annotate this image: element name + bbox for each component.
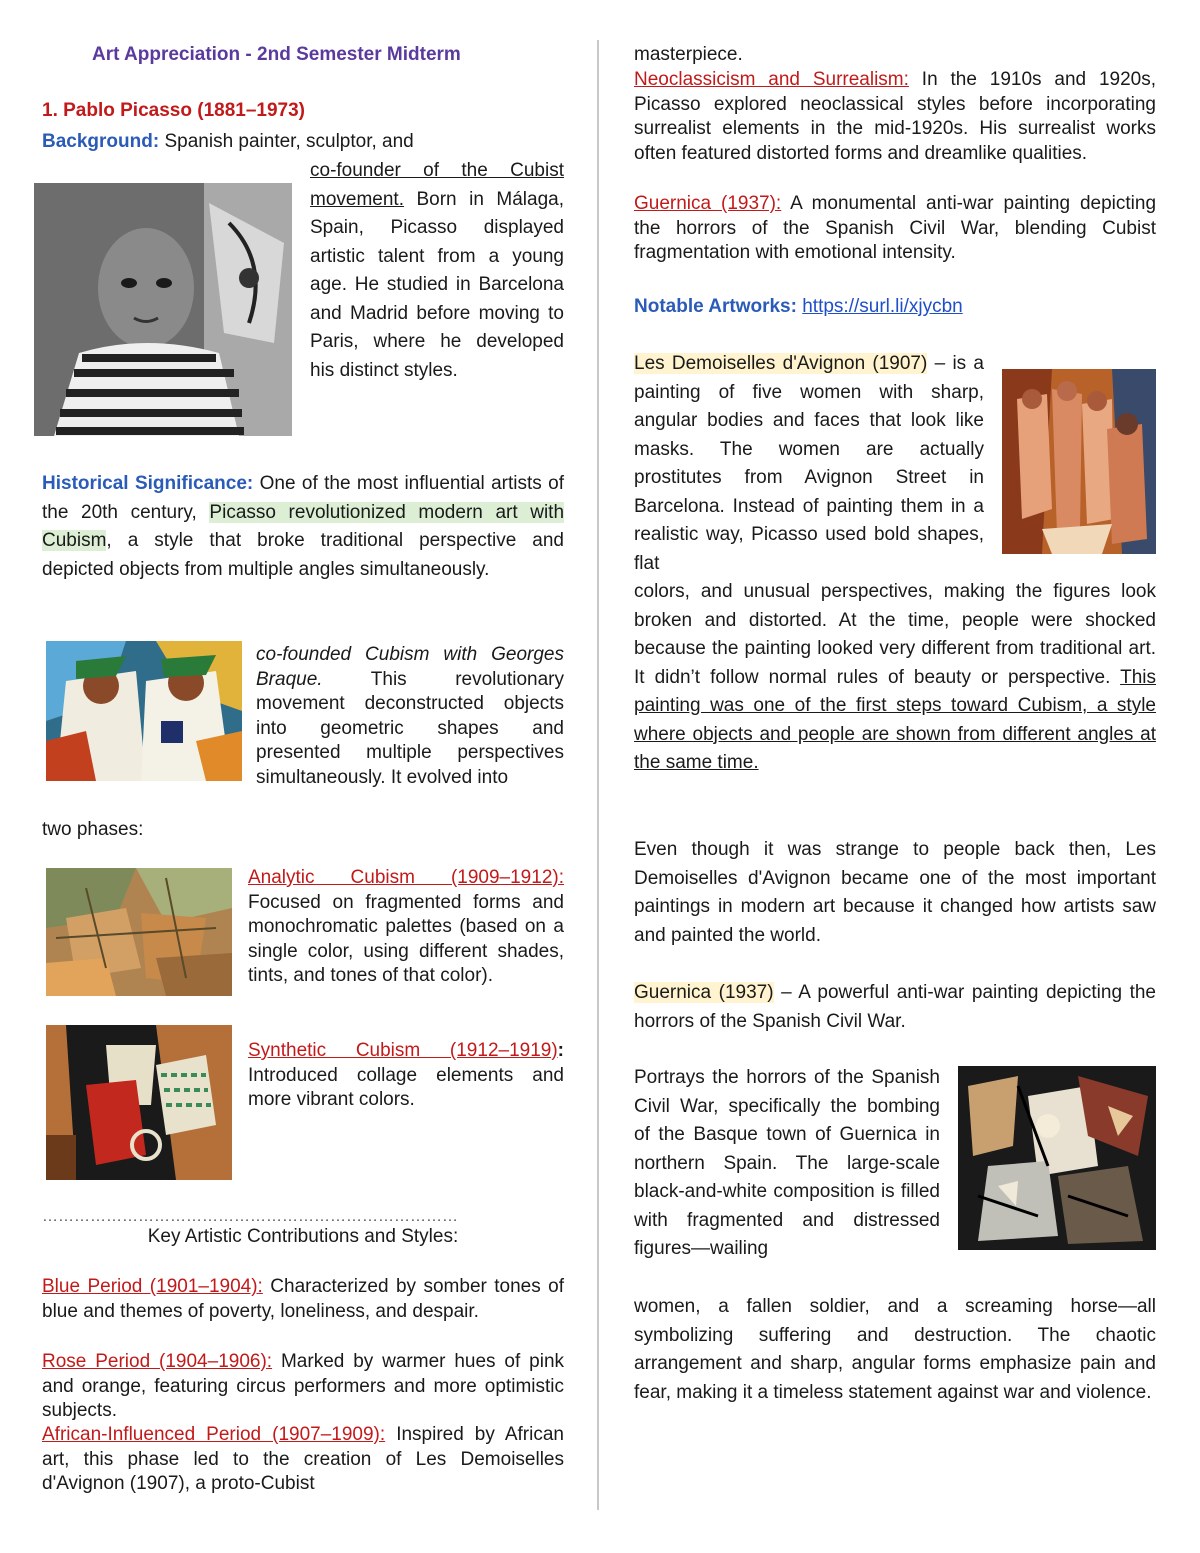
- masterpiece-continuation: masterpiece.: [634, 44, 743, 65]
- demoiselles-title: Les Demoiselles d'Avignon (1907): [634, 353, 928, 374]
- neoclassicism-text: In the 1910s and 1920s, Picasso explored neoclassical styles before incorporating surrealist elements in the mid-1920s. His surrealist works often featured distorted forms and dreamlike qualities.: [634, 69, 1157, 164]
- demoiselles-text: is a painting of five women with sharp, angular bodies and faces that look like masks. The women are actually prostitutes from Avignon Street in Barcelona. Instead of painting them in a realistic way, Picasso used bold shapes, flat: [634, 353, 984, 574]
- contributions-heading: Key Artistic Contributions and Styles:: [147, 1226, 459, 1247]
- synthetic-label: Synthetic Cubism (1912–1919): [248, 1040, 558, 1061]
- picasso-heading: 1. Pablo Picasso (1881–1973): [42, 100, 305, 121]
- rose-period-text: Marked by warmer hues of pink and orange, featuring circus performers and more optimistic subjects.: [42, 1351, 565, 1421]
- background-intro: Spanish painter, sculptor, and: [164, 131, 414, 152]
- guernica-description: Portrays the horrors of the Spanish Civil War, specifically the bombing of the Basque town of Guernica in northern Spain. The large-scale black-and-white composition is filled with fragmented and distressed figures—wailing: [634, 1067, 940, 1259]
- historical-label: Historical Significance:: [42, 473, 254, 494]
- analytic-label: Analytic Cubism (1909–1912):: [248, 867, 564, 888]
- guernica-dash-text: – A powerful anti-war painting depicting the horrors of the Spanish Civil War.: [634, 982, 1157, 1032]
- picasso-portrait-image: [34, 183, 292, 436]
- cubism-tail: two phases:: [42, 819, 144, 840]
- guernica-summary-text: A monumental anti-war painting depicting the horrors of the Spanish Civil War, blending Cubist fragmentation with emotional intensity.: [634, 193, 1157, 263]
- neoclassicism-surrealism: [634, 68, 1156, 166]
- blue-period-label: Blue Period (1901–1904):: [42, 1276, 263, 1297]
- synthetic-cubism-image: [46, 1025, 232, 1180]
- demoiselles-continued-text: colors, and unusual perspectives, making the figures look broken and distorted. At the time, people were shocked because the painting looked very different from traditional art. It didn’t follow normal rules of beauty or perspective.: [634, 581, 1156, 688]
- synthetic-cubism: [248, 1039, 564, 1113]
- guernica-summary-label: Guernica (1937):: [634, 193, 782, 214]
- cubism-description: [256, 643, 564, 790]
- blue-period: [42, 1275, 564, 1324]
- synthetic-text: Introduced collage elements and more vibrant colors.: [248, 1064, 564, 1110]
- demoiselles-dash: –: [927, 353, 946, 374]
- african-period: [42, 1423, 564, 1497]
- guernica-summary: [634, 192, 1156, 266]
- historical-highlight: Picasso revolutionized modern art with Cubism: [42, 501, 565, 551]
- african-period-label: African-Influenced Period (1907–1909):: [42, 1424, 386, 1445]
- analytic-cubism-image: [46, 868, 232, 996]
- african-period-text: Inspired by African art, this phase led to the creation of Les Demoiselles d'Avignon (1907), a proto-Cubist: [42, 1424, 564, 1494]
- guernica-intro: [634, 979, 1156, 1036]
- synthetic-colon: :: [557, 1040, 564, 1061]
- neoclassicism-label: Neoclassicism and Surrealism:: [634, 69, 909, 90]
- cubism-cofounded: co-founded Cubism with Georges Braque.: [256, 644, 564, 690]
- historical-significance: [42, 470, 564, 584]
- demoiselles-underlined: This painting was one of the first steps toward Cubism, a style where objects and people are shown from different angles at the same time.: [634, 666, 1156, 773]
- rose-period-label: Rose Period (1904–1906):: [42, 1351, 273, 1372]
- guernica-title: Guernica (1937): [634, 982, 774, 1003]
- guernica-description-continued: women, a fallen soldier, and a screaming horse—all symbolizing suffering and destruction. The chaotic arrangement and sharp, angular forms emphasize pain and fear, making it a timeless statement against war and violence.: [634, 1296, 1156, 1403]
- historical-text-2: , a style that broke traditional perspective and depicted objects from multiple angles simultaneously.: [42, 530, 564, 580]
- notable-artworks-link[interactable]: https://surl.li/xjycbn: [802, 296, 963, 317]
- document-title: Art Appreciation - 2nd Semester Midterm: [92, 44, 461, 65]
- background-body-text: Born in Málaga, Spain, Picasso displayed artistic talent from a young age. He studied in Barcelona and Madrid before moving to Paris, where he developed his distinct styles.: [310, 188, 564, 381]
- background-label: Background:: [42, 131, 160, 152]
- cubist-cofounder-text: co-founder of the Cubist movement.: [310, 160, 564, 210]
- blue-period-text: Characterized by somber tones of blue and themes of poverty, loneliness, and despair.: [42, 1276, 565, 1322]
- demoiselles-intro: [634, 350, 984, 578]
- background-line: [42, 128, 564, 157]
- cubism-text: This revolutionary movement deconstructed objects into geometric shapes and presented multiple perspectives simultaneously. It evolved into: [256, 668, 564, 788]
- demoiselles-painting-image: [1002, 369, 1156, 554]
- demoiselles-continued: [634, 578, 1156, 778]
- cubism-painting-image: [46, 641, 242, 781]
- rose-period: [42, 1350, 564, 1424]
- separator-dots: ……………………………………………………………………: [42, 1208, 458, 1225]
- historical-text-1: One of the most influential artists of the 20th century,: [42, 473, 565, 523]
- column-divider: [597, 40, 599, 1510]
- guernica-painting-image: [958, 1066, 1156, 1250]
- notable-artworks: [634, 295, 1156, 320]
- demoiselles-legacy: Even though it was strange to people back then, Les Demoiselles d'Avignon became one of the most important paintings in modern art because it changed how artists saw and painted the world.: [634, 839, 1156, 946]
- notable-label: Notable Artworks:: [634, 296, 797, 317]
- analytic-cubism: [248, 866, 564, 989]
- analytic-text: Focused on fragmented forms and monochromatic palettes (based on a single color, using different shades, tints, and tones of that color).: [248, 891, 564, 986]
- background-body: [310, 157, 564, 385]
